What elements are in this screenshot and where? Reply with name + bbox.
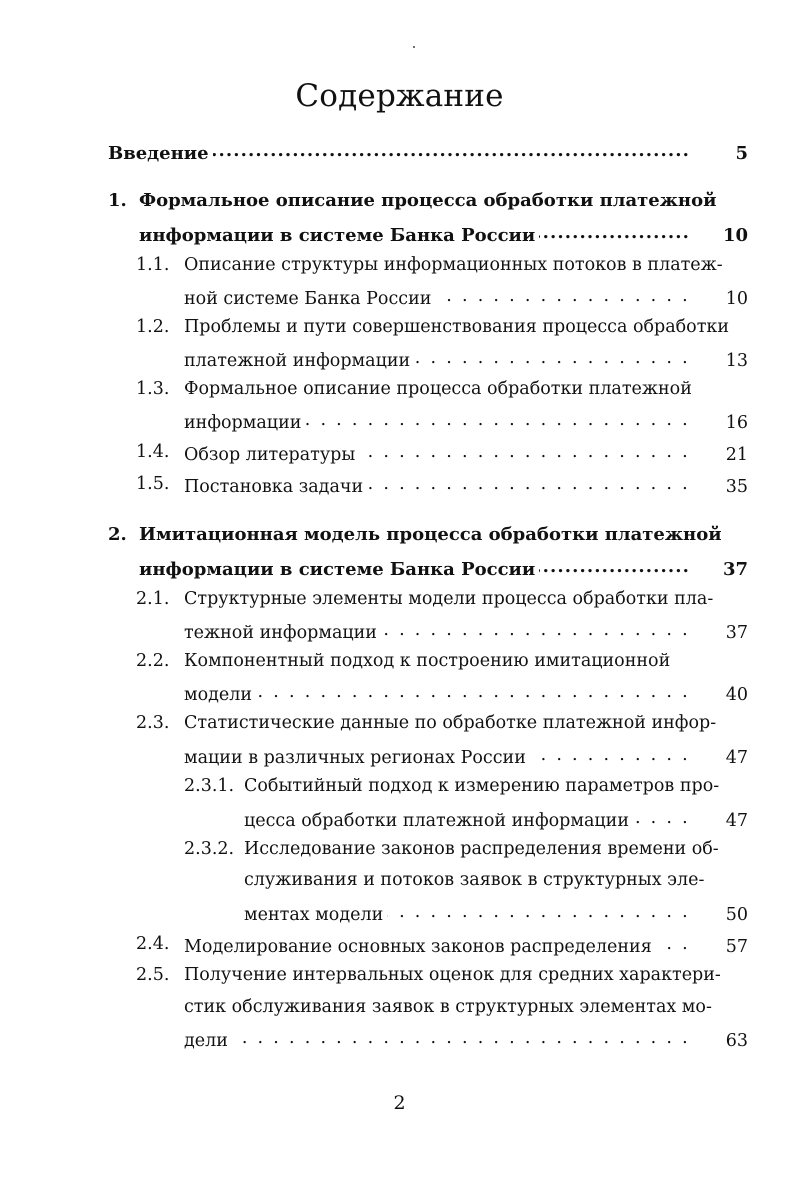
toc-page-number: 13 [725, 351, 748, 371]
section-number: 1.3. [136, 379, 170, 399]
toc-entry-section[interactable] [184, 743, 748, 770]
section-title-line[interactable]: Формальное описание процесса обработки платежной [184, 379, 692, 399]
subsection-number: 2.3.2. [184, 839, 235, 859]
section-title-line[interactable]: Описание структуры информационных потоков в платеж- [184, 255, 723, 275]
toc-entry-section[interactable] [184, 408, 748, 435]
toc-entry-subsection[interactable] [244, 900, 748, 927]
section-title-line: тежной информации [184, 623, 377, 643]
section-title-line: мации в различных регионах России [184, 748, 526, 768]
section-title-line: Постановка задачи [184, 477, 364, 497]
subsection-title-line: ментах модели [244, 905, 384, 925]
dot-leader [305, 408, 690, 428]
chapter-title-line[interactable]: Имитационная модель процесса обработки платежной [139, 524, 722, 545]
scan-speck [413, 46, 415, 48]
section-number: 2.2. [136, 651, 170, 671]
dot-leader [539, 555, 690, 575]
chapter-title-line: информации в системе Банка России [139, 559, 536, 580]
section-number: 2.4. [136, 934, 170, 954]
dot-leader [359, 440, 690, 460]
subsection-title-line[interactable]: Событийный подход к измерению параметров про- [244, 776, 720, 796]
toc-entry-section[interactable] [184, 346, 748, 373]
toc-page-number: 37 [722, 559, 748, 580]
toc-page-number: 57 [725, 937, 748, 957]
toc-entry-section[interactable] [184, 284, 748, 311]
toc-entry-section[interactable] [184, 680, 748, 707]
section-title-line[interactable]: Получение интервальных оценок для средних характери- [184, 965, 721, 985]
subsection-title-line[interactable]: служивания и потоков заявок в структурных эле- [244, 870, 705, 890]
dot-leader [381, 618, 690, 638]
toc-page-number: 16 [725, 413, 748, 433]
section-number: 1.1. [136, 255, 170, 275]
toc-entry-section[interactable] [184, 440, 748, 467]
toc-page-number: 10 [725, 289, 748, 309]
section-number: 1.2. [136, 317, 170, 337]
toc-page-number: 50 [725, 905, 748, 925]
dot-leader [539, 221, 690, 241]
section-number: 1.5. [136, 474, 170, 494]
section-number: 2.1. [136, 589, 170, 609]
toc-page-number: 63 [725, 1031, 748, 1051]
toc-page-number: 10 [722, 225, 748, 246]
toc-page-number: 5 [735, 143, 748, 164]
toc-entry-label: Введение [108, 143, 209, 164]
dot-leader [530, 743, 690, 763]
section-title-line: платежной информации [184, 351, 411, 371]
toc-entry-subsection[interactable] [244, 806, 748, 833]
section-title-line: информации [184, 413, 302, 433]
toc-page-number: 47 [725, 748, 748, 768]
section-number: 1.4. [136, 442, 170, 462]
page-title: Содержание [295, 78, 504, 114]
toc-entry-section[interactable] [184, 618, 748, 645]
subsection-title-line: цесса обработки платежной информации [244, 811, 629, 831]
section-title-line: дели [184, 1031, 228, 1051]
dot-leader [414, 346, 690, 366]
section-title-line[interactable]: Статистические данные по обработке платежной инфор- [184, 713, 717, 733]
section-title-line: модели [184, 685, 253, 705]
section-title-line[interactable]: стик обслуживания заявок в структурных элементах мо- [184, 997, 712, 1017]
toc-entry-chapter-1[interactable] [139, 221, 748, 248]
section-number: 2.5. [136, 965, 170, 985]
toc-entry-section[interactable] [184, 932, 748, 959]
toc-entry-intro[interactable] [108, 139, 748, 166]
toc-entry-chapter-2[interactable] [139, 555, 748, 582]
section-number: 2.3. [136, 713, 170, 733]
toc-page-number: 37 [725, 623, 748, 643]
subsection-title-line[interactable]: Исследование законов распределения времени об- [244, 839, 719, 859]
section-title-line: Обзор литературы [184, 445, 356, 465]
dot-leader [435, 284, 690, 304]
chapter-title-line: информации в системе Банка России [139, 225, 536, 246]
dot-leader [387, 900, 690, 920]
dot-leader [213, 139, 690, 159]
toc-page-number: 21 [725, 445, 748, 465]
dot-leader [633, 806, 690, 826]
toc-entry-section[interactable] [184, 472, 748, 499]
toc-page-number: 35 [725, 477, 748, 497]
section-title-line[interactable]: Компонентный подход к построению имитационной [184, 651, 671, 671]
section-title-line: Моделирование основных законов распределения [184, 937, 652, 957]
chapter-title-line[interactable]: Формальное описание процесса обработки платежной [139, 190, 717, 211]
dot-leader [367, 472, 690, 492]
section-title-line: ной системе Банка России [184, 289, 432, 309]
dot-leader [232, 1026, 690, 1046]
chapter-number: 2. [108, 524, 127, 545]
section-title-line[interactable]: Проблемы и пути совершенствования процесса обработки [184, 317, 730, 337]
dot-leader [656, 932, 690, 952]
dot-leader [256, 680, 690, 700]
toc-page-number: 40 [725, 685, 748, 705]
toc-entry-section[interactable] [184, 1026, 748, 1053]
toc-page-number: 47 [725, 811, 748, 831]
section-title-line[interactable]: Структурные элементы модели процесса обработки пла- [184, 589, 714, 609]
subsection-number: 2.3.1. [184, 776, 235, 796]
chapter-number: 1. [108, 190, 127, 211]
page-number: 2 [393, 1092, 406, 1114]
